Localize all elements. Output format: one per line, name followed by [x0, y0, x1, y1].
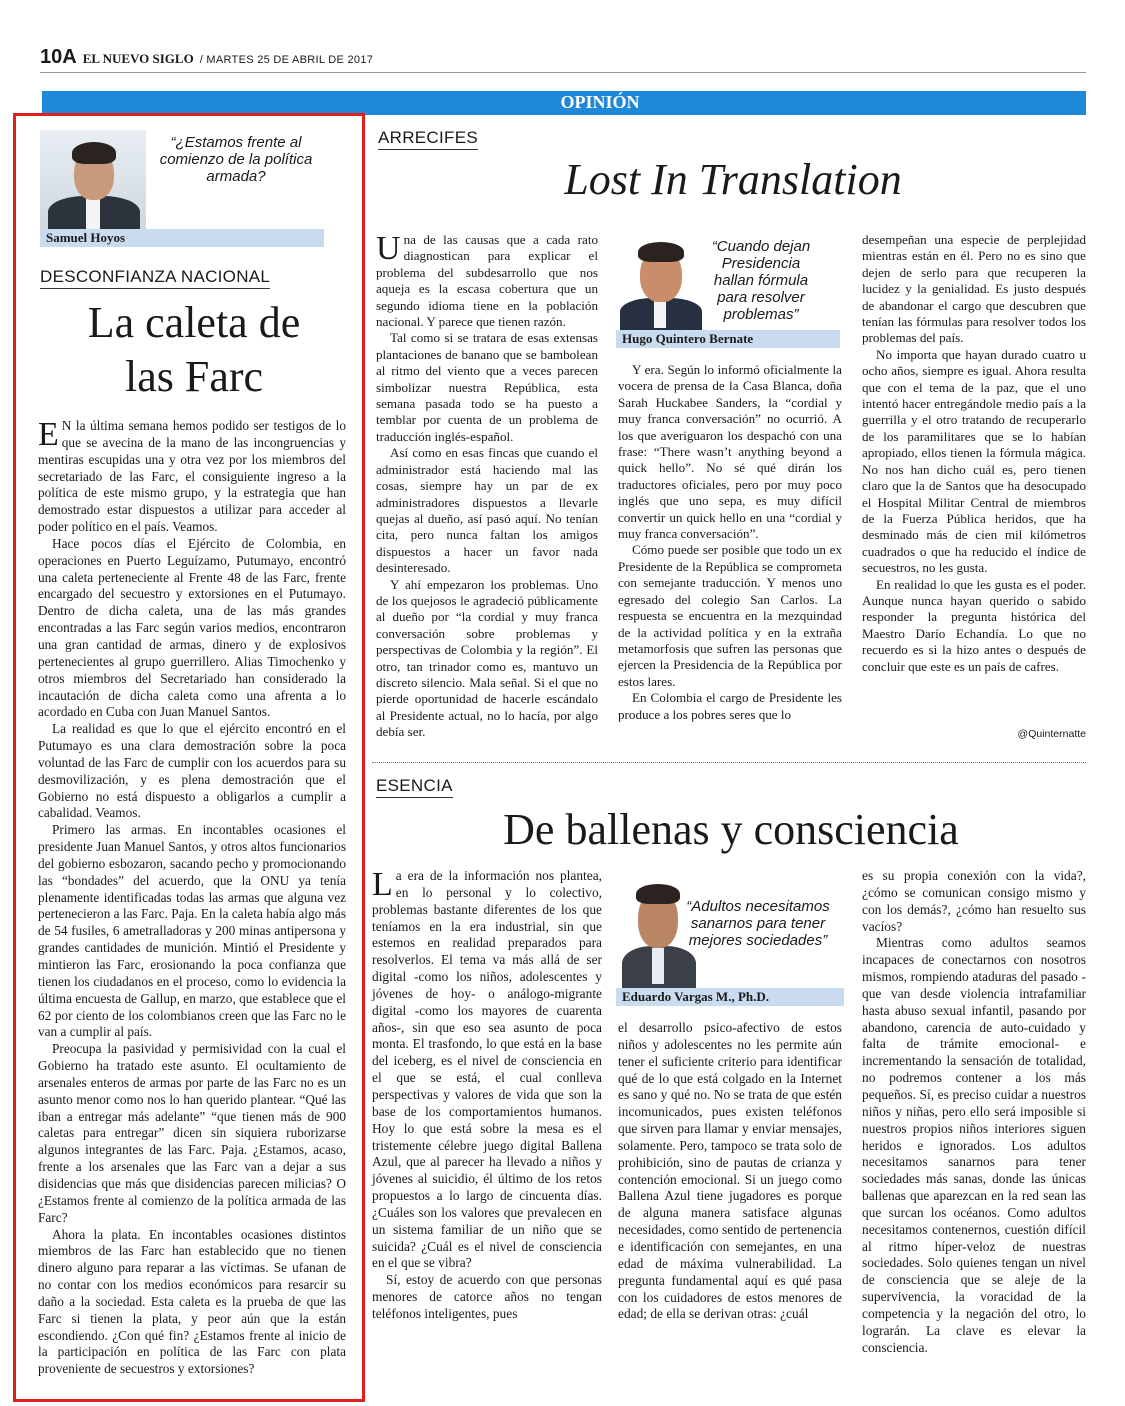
author-photo-samuel-hoyos	[40, 130, 146, 230]
author-name-2: Hugo Quintero Bernate	[616, 330, 840, 348]
article-1-body	[38, 418, 346, 1378]
paragraph: La era de la información nos plantea, en lo personal y lo colectivo, problemas bastante diferentes de los que teníamos en la era industrial, sin que estemos en realidad preparados para resolverlos. El tema va más allá de ser digital -como los niños, adolescentes y jóvenes de hoy- o análogo-migrante digital -como los mayores de cuarenta años-, sin que eso sea asunto de poca monta. El trasfondo, lo que está en la base del iceberg, es el nivel de consciencia en el que se está, el cual conlleva perspectivas y valores de vida que son la base de los comportamientos humanos. Hoy lo que está sobre la mesa es el tristemente célebre juego digital Ballena Azul, que al parecer ha llevado a niños y jóvenes al suicidio, él último de los retos propuestos a lo largo de cincuenta días. ¿Cuáles son los valores que prevalecen en un sistema familiar de un niño que se suicida? ¿Cuál es el nivel de consciencia en el que se vibra?	[372, 866, 602, 1271]
paragraph: Tal como si se tratara de esas extensas plantaciones de banano que se bambolean al ritmo del viento que a veces parecen simbolizar nuestra República, esta semana pasada todo se ha puesto a temblar por cuenta de un problema de traducción inglés-español.	[376, 330, 598, 444]
paragraph: Mientras como adultos seamos incapaces de conectarnos con nosotros mismos, rompiendo ataduras del pasado -que van desde violencia intrafamiliar hasta abuso sexual infantil, pasando por abandono, carencia de auto-cuidado y falta de trámite emocional- e incrementando la sensación de totalidad, no podremos contener a los más pequeños. Sí, es preciso cuidar a nuestros niños y niñas, pero ello será imposible si nuestros propios niños interiores siguen heridos e ignorados. Los adultos necesitamos sanarnos para tener sociedades más sanas, donde las únicas ballenas que aparezcan en la red sean las que surcan los océanos. Como adultos necesitamos contenernos, cuestión difícil al ritmo híper-veloz de nuestras sociedades. Solo quienes tengan un nivel de consciencia que se aleje de la supervivencia, la voracidad de la competencia y la negación del otro, lo lograrán. La clave es elevar la consciencia.	[862, 935, 1086, 1355]
pull-quote-1: “¿Estamos frente al comienzo de la política armada?	[159, 134, 313, 185]
paragraph: Hace pocos días el Ejército de Colombia, en operaciones en Puerto Leguízamo, Putumayo, encontró una caleta perteneciente al Frente 48 de las Farc, frente encargado del secuestro y extorsiones en el Putumayo. Dentro de dicha caleta, una de las más grandes encontradas a las Farc según varios medios, encontraron una gran cantidad de armas, dinero y de explosivos pertenecientes al grupo guerrillero. Alias Timochenko y otros miembros del Secretariado han considerado la incautación de dicha caleta como una afrenta a lo acordado en Cuba con Juan Manuel Santos.	[38, 535, 346, 720]
paragraph: En Colombia el cargo de Presidente les produce a los pobres seres que lo	[618, 690, 842, 722]
headline-2: Lost In Translation	[564, 155, 902, 204]
masthead	[40, 46, 373, 72]
headline-1-line2: las Farc	[124, 352, 264, 401]
paragraph: Primero las armas. En incontables ocasiones el presidente Juan Manuel Santos, y otros altos funcionarios del gobierno esbozaron, sacando pecho y promocionando las “bondades” del acuerdo, que la ONU ya tenía plenamente identificadas todas las armas que alguna vez pertenecieron a las Farc. Paja. En la caleta había algo más de 54 fusiles, 6 ametralladoras y 200 minas antipersona y grandes cantidades de munición. Mintió el Presidente y mintieron las Farc, erosionando la poca confianza que tienen los ciudadanos en el proceso, como lo evidencia la última encuesta de Gallup, en marzo, que establece que el 62 por ciento de los colombianos creen que las Farc no le van a cumplir al país.	[38, 822, 346, 1040]
twitter-handle: @Quinternatte	[1017, 728, 1086, 740]
paragraph: E N la última semana hemos podido ser testigos de lo que se avecina de la mano de las incongruencias y mentiras escupidas una y otra vez por los miembros del secretariado de las Farc, el consiguiente ingreso a la política de este mismo grupo, y la estrategia que han demostrado estar dispuestos a utilizar para acceder al poder político en el país. Veamos.	[38, 416, 346, 535]
drop-cap: U	[376, 230, 401, 267]
paragraph: Sí, estoy de acuerdo con que personas menores de catorce años no tengan teléfonos inteligentes, pues	[372, 1272, 602, 1321]
issue-date: / MARTES 25 DE ABRIL DE 2017	[199, 54, 374, 66]
newspaper-name: EL NUEVO SIGLO	[82, 51, 194, 66]
section-label-3: ESENCIA	[376, 776, 453, 798]
headline-1	[40, 296, 348, 404]
article-2-col-2	[618, 362, 842, 723]
paragraph: En realidad lo que les gusta es el poder. Aunque nunca hayan querido o sabido responder la pregunta histórica del Maestro Darío Echandía. Lo que no recuerdo es si la hizo antes o después de concluir que este es un país de cafres.	[862, 576, 1086, 674]
paragraph: Una de las causas que a cada rato diagnostican para explicar el problema del subdesarrollo que nos aqueja es la escasa cobertura que un segundo idioma tiene en la población nacional. Y parece que tienen razón.	[376, 230, 598, 330]
section-label-2: ARRECIFES	[378, 128, 478, 150]
article-3-col-2	[618, 1020, 842, 1323]
drop-cap: L	[372, 866, 393, 903]
article-3-col-1	[372, 868, 602, 1323]
headline-3: De ballenas y consciencia	[503, 805, 959, 854]
paragraph: el desarrollo psico-afectivo de estos niños y adolescentes no les permite aún tener el suficiente criterio para identificar qué de lo que está colgado en la Internet es sano y qué no. No se trata de que estén incomunicados, pues existen teléfonos que sirven para llamar y enviar mensajes, solamente. Pero, tampoco se trata solo de prohibición, sino de pautas de crianza y contención emocional. Si un juego como Ballena Azul tiene jugadores es porque de alguna manera satisface algunas necesidades, como sentido de pertenencia e identificación con semejantes, en una edad de máxima vulnerabilidad. La pregunta fundamental aquí es qué pasa con los cuidadores de estos menores de edad; de ella se derivan otras: ¿cuál	[618, 1020, 842, 1322]
paragraph: Ahora la plata. En incontables ocasiones distintos miembros de las Farc han establecido que no tienen dinero alguno para reparar a las víctimas. Se ufanan de no contar con los medios económicos para resarcir su daño a la sociedad. Esta caleta es la prueba de que las Farc si tienen la plata, y peor aún que la están escondiendo. ¿Con qué fin? ¿Estamos frente al inicio de la participación en política de las Farc con plata proveniente de secuestros y extorsiones?	[38, 1226, 346, 1377]
author-photo-hugo-quintero	[616, 232, 706, 330]
article-3-col-3	[862, 868, 1086, 1356]
paragraph: No importa que hayan durado cuatro u ocho años, siempre es igual. Ahora resulta que con el tema de la paz, que el uno intentó hacer entregándole medio país a la guerrilla y el otro tratando de recuperarlo de los paramilitares que se lo habían apropiado, ellos tienen la fórmula mágica. No nos han dicho cuál es, pero tienen claro que la de Santos que ha desocupado el Hospital Militar Central de miembros de la Fuerza Pública heridos, que ha desminado más de cien mil kilómetros cuadrados o que ha reducido el índice de secuestros, no les gusta.	[862, 346, 1086, 576]
page-number: 10A	[40, 46, 77, 68]
paragraph: Y ahí empezaron los problemas. Uno de los quejosos le agradeció públicamente al dueño por “la cordial y muy franca conversación sobre problemas y perspectivas de Colombia y la región”. El otro, tan trinador como es, mantuvo un discreto silencio. Mala señal. Si el que no pierde oportunidad de hacerle escándalo al Presidente actual, no lo hacía, por algo debía ser.	[376, 576, 598, 740]
paragraph: es su propia conexión con la vida?, ¿cómo se comunican consigo mismo y con los demás?, ¿cómo han resuelto sus vacíos?	[862, 868, 1086, 934]
masthead-rule	[40, 72, 1086, 73]
paragraph: Cómo puede ser posible que todo un ex Presidente de la República se comprometa con semejante traducción. Y menos uno egresado del colegio San Carlos. La respuesta se encuentra en la mezquindad de la actividad política y en la extraña metamorfosis que sufren las personas que ejercen la Presidencia de la República por estos lares.	[618, 542, 842, 689]
author-name-1: Samuel Hoyos	[40, 229, 324, 247]
article-2-col-1	[376, 232, 598, 741]
drop-cap: E	[38, 416, 59, 453]
section-banner-label: OPINIÓN	[560, 92, 640, 112]
paragraph: desempeñan una especie de perplejidad mientras están en él. Pero no es sino que dejen de serlo para que recuperen la lucidez y la genialidad. Es justo después de abandonar el cargo que descubren que tenían las fórmulas para resolver todos los problemas del país.	[862, 232, 1086, 346]
pull-quote-3: “Adultos necesitamos sanarnos para tener mejores sociedades”	[686, 898, 830, 949]
article-divider	[372, 762, 1086, 763]
paragraph: La realidad es que lo que el ejército encontró en el Putumayo es una clara demostración sobre la poca voluntad de las Farc de cumplir con los acuerdos para su desmovilización, y es plena demostración que el Gobierno no está dispuesto a obligarlos a cumplir a cabalidad. Veamos.	[38, 721, 346, 821]
article-2-col-3	[862, 232, 1086, 675]
paragraph: Así como en esas fincas que cuando el administrador está haciendo mal las cosas, siempre hay un par de ex administradores dispuestos a llevarle quejas al dueño, así pasó aquí. No tenían cita, pero nunca faltan los amigos dispuestos a hacer un favor nada desinteresado.	[376, 445, 598, 576]
paragraph: Preocupa la pasividad y permisividad con la cual el Gobierno ha tratado este asunto. El ocultamiento de arsenales enteros de armas por parte de las Farc no es un asunto menor como nos lo han querido plantear. “Qué las iban a entregar más adelante” “que tienen más de 900 caletas para entregar” dicen sin siquiera ruborizarse algunos integrantes de las Farc. Paja. ¿Estamos, acaso, frente a los arsenales que las Farc van a dejar a sus disidencias que más que disidencias parecen milicias? O ¿Estamos frente al comienzo de la política armada de las Farc?	[38, 1041, 346, 1225]
paragraph: Y era. Según lo informó oficialmente la vocera de prensa de la Casa Blanca, doña Sarah Huckabee Sanders, la “cordial y muy franca conversación” no ocurrió. A los que averiguaron los despachó con una frase: “There wasn’t anything beyond a quick hello”. No sé qué dirán los traductores oficiales, pero por muy poco inglés que uno sepa, es muy difícil convertir un quick hello en una “cordial y muy franca conversación”.	[618, 362, 842, 542]
pull-quote-2: “Cuando dejan Presidencia hallan fórmula para resolver problemas”	[711, 238, 811, 323]
section-label-1: DESCONFIANZA NACIONAL	[40, 267, 270, 289]
headline-1-line1: La caleta de	[87, 298, 301, 347]
author-name-3: Eduardo Vargas M., Ph.D.	[616, 988, 844, 1006]
